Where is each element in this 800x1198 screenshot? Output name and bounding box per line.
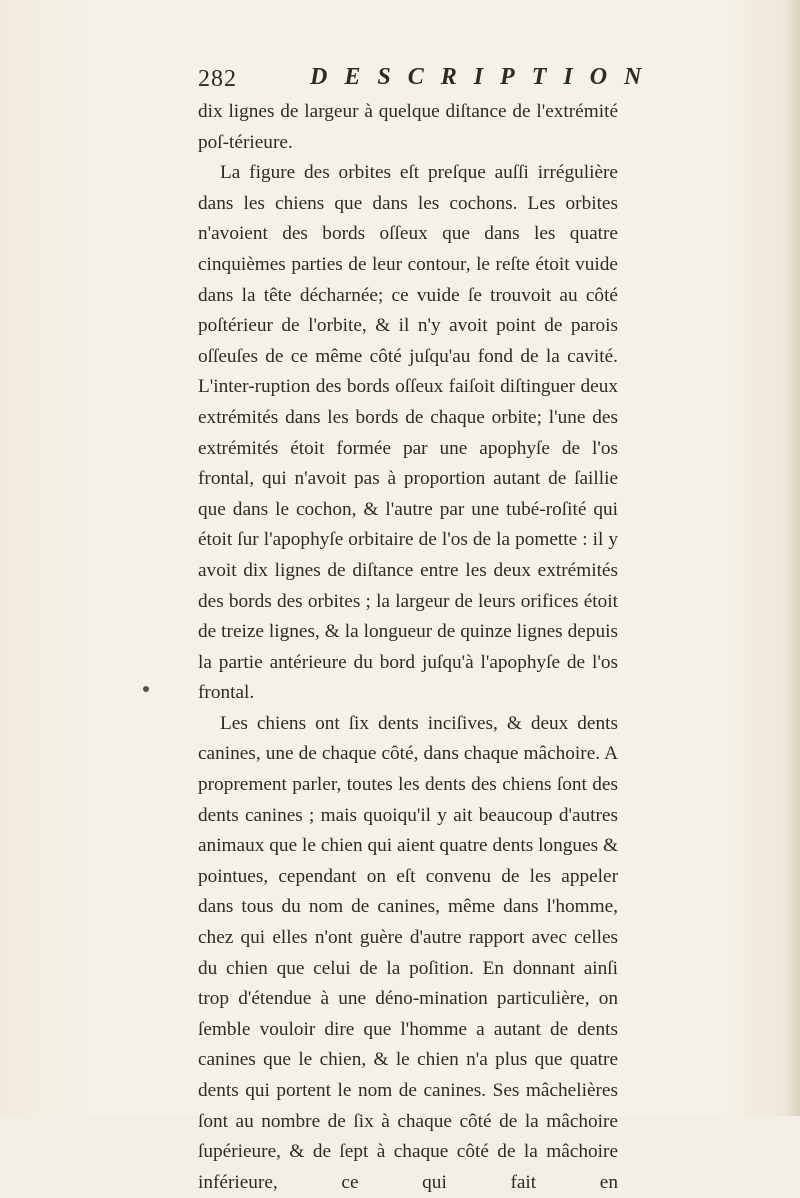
page-header — [198, 64, 659, 98]
paragraph: Les chiens ont ſix dents inciſives, & deux dents canines, une de chaque côté, dans chaque mâchoire. A proprement parler, toutes les dents des chiens ſont des dents canines ; mais quoiqu'il y ait beaucoup d'autres animaux que le chien qui aient quatre dents longues & pointues, cependant on eſt convenu de les appeler dans tous du nom de canines, même dans l'homme, chez qui elles n'ont guère d'autre rapport avec celles du chien que celui de la poſition. En donnant ainſi trop d'étendue à une déno-mination particulière, on ſemble vouloir dire que l'homme a autant de dents canines que le chien, & le chien n'a plus que quatre dents qui portent le nom de canines. Ses mâchelières ſont au nombre de ſix à chaque côté de la mâchoire ſupérieure, & de ſept à chaque côté de la mâchoire inférieure, ce qui fait en — [198, 712, 618, 1193]
paragraph: dix lignes de largeur à quelque diſtance de l'extrémité poſ-térieure. — [198, 101, 618, 153]
page-edge-shadow — [786, 0, 800, 1116]
running-title: DESCRIPTION — [310, 64, 659, 90]
paragraph: La figure des orbites eſt preſque auſſi irrégulière dans les chiens que dans les cochons. Les orbites n'avoient des bords oſſeux que dans les quatre cinquièmes parties de leur contour, le reſte étoit vuide dans la tête décharnée; ce vuide ſe trouvoit au côté poſtérieur de l'orbite, & il n'y avoit point de parois oſſeuſes de ce même côté juſqu'au fond de la cavité. L'inter-ruption des bords oſſeux faiſoit diſtinguer deux extrémités dans les bords de chaque orbite; l'une des extrémités étoit formée par une apophyſe de l'os frontal, qui n'avoit pas à proportion autant de ſaillie que dans le cochon, & l'autre par une tubé-roſité qui étoit ſur l'apophyſe orbitaire de l'os de la pomette : il y avoit dix lignes de diſtance entre les deux extrémités des bords des orbites ; la largeur de leurs orifices étoit de treize lignes, & la longueur de quinze lignes depuis la partie antérieure du bord juſqu'à l'apophyſe de l'os frontal. — [198, 162, 618, 704]
page-number: 282 — [198, 66, 237, 92]
margin-dot — [143, 686, 149, 692]
body-text — [198, 97, 618, 1198]
